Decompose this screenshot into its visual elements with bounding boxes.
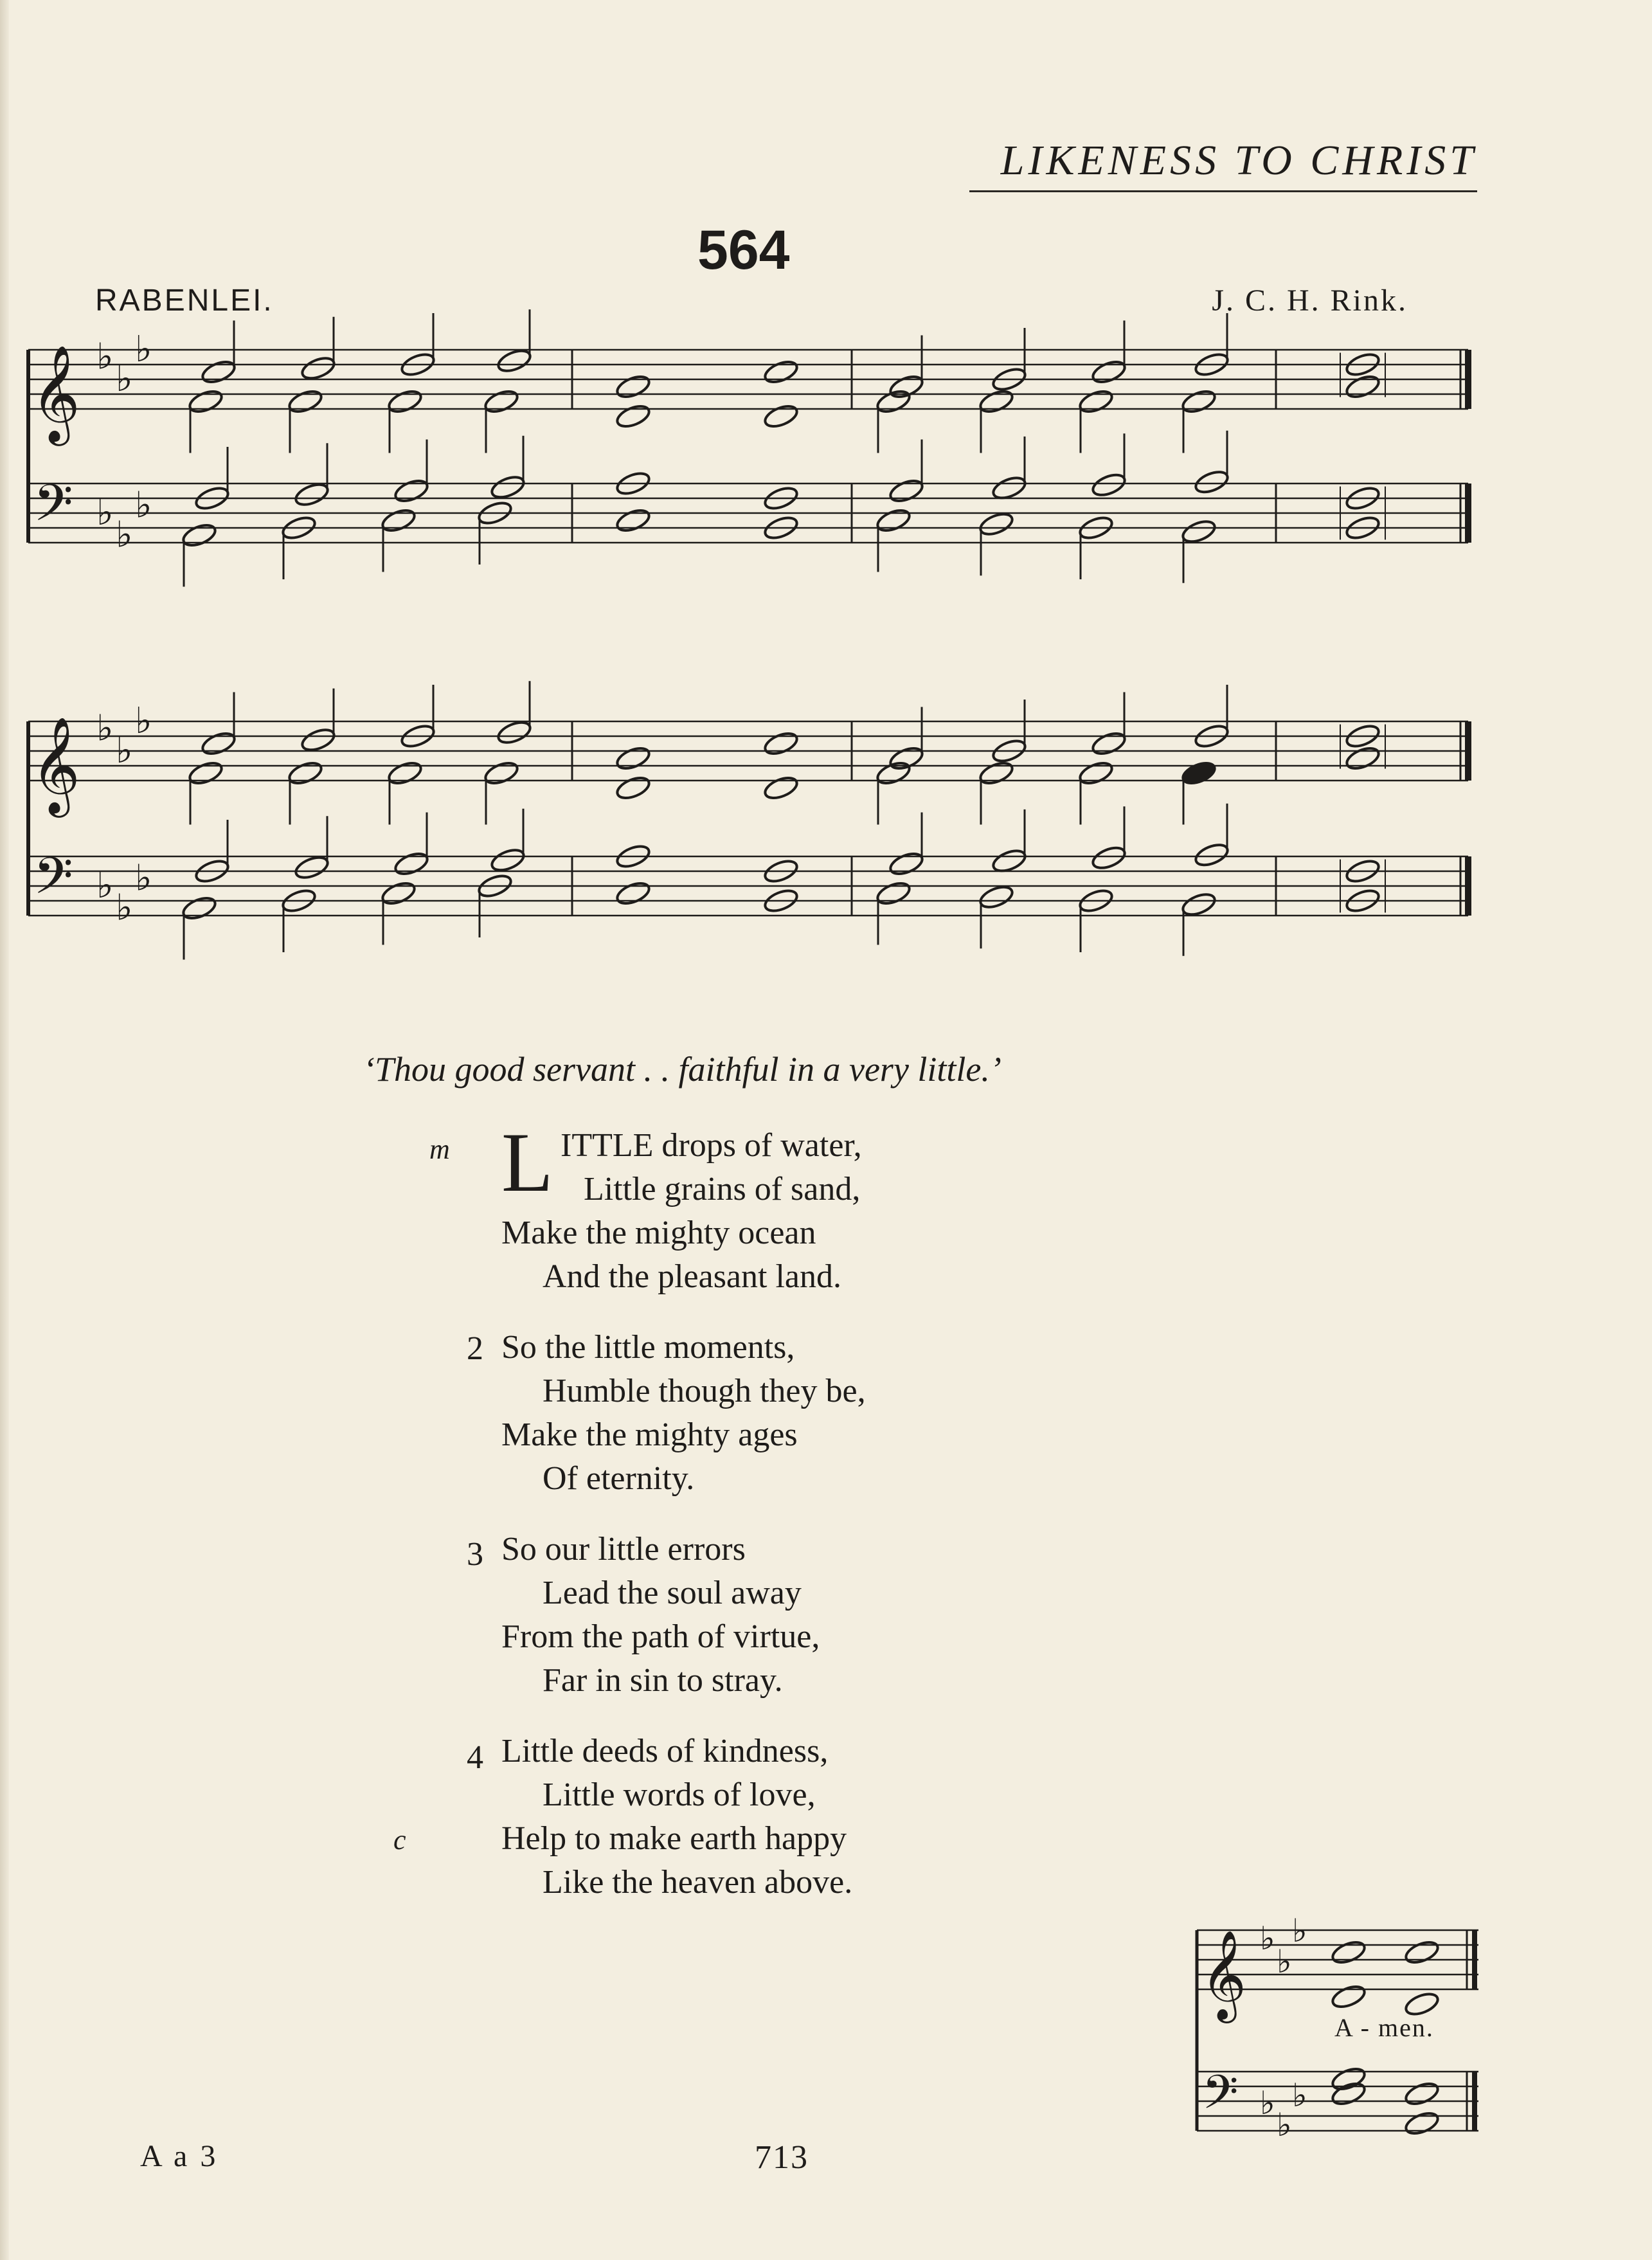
note-mark: [1090, 433, 1127, 499]
verse-line: Little deeds of kindness,: [501, 1733, 829, 1769]
note-mark: [875, 759, 912, 825]
note-mark: [888, 440, 925, 505]
note-mark: [380, 880, 417, 945]
drop-cap: L: [501, 1115, 553, 1209]
note-mark: [991, 437, 1028, 502]
note-mark: [1090, 321, 1127, 386]
flat-icon: ♭: [96, 492, 114, 534]
note-mark: [1180, 388, 1217, 453]
verse-line: Far in sin to stray.: [543, 1662, 783, 1699]
note-mark: [875, 880, 912, 945]
epigraph: ‘Thou good servant . . faithful in a very little.’: [363, 1050, 1001, 1089]
flat-icon: ♭: [96, 707, 114, 750]
note-mark: [1330, 2080, 1367, 2108]
staff: [28, 484, 1468, 543]
note-mark: [380, 507, 417, 572]
verse-line: ITTLE drops of water,: [561, 1127, 862, 1164]
note-mark: [489, 809, 526, 874]
note-mark: [1344, 745, 1381, 773]
verse-line: Lead the soul away: [543, 1575, 802, 1611]
flat-icon: ♭: [1277, 1943, 1292, 1980]
note-mark: [476, 499, 514, 565]
note-mark: [991, 700, 1028, 765]
flat-icon: ♭: [96, 336, 114, 378]
note-mark: [991, 328, 1028, 393]
note-mark: [1180, 759, 1217, 825]
note-mark: [287, 388, 324, 453]
note-mark: [393, 813, 430, 878]
composer-name: J. C. H. Rink.: [1212, 284, 1408, 318]
note-mark: [1403, 1939, 1441, 1967]
signature-mark: A a 3: [140, 2139, 219, 2173]
flat-icon: ♭: [116, 514, 133, 556]
flat-icon: ♭: [135, 484, 152, 527]
verse-line: Make the mighty ocean: [501, 1215, 816, 1251]
note-mark: [393, 440, 430, 505]
note-mark: [489, 436, 526, 502]
note-mark: [1330, 2065, 1367, 2093]
flat-icon: ♭: [1292, 1912, 1307, 1949]
treble-clef-icon: 𝄞: [1201, 1930, 1246, 2020]
note-mark: [181, 521, 218, 587]
verse-line: Little grains of sand,: [584, 1171, 861, 1207]
staff: [28, 350, 1468, 409]
note-mark: [386, 388, 424, 453]
note-mark: [181, 894, 218, 960]
verse-2: [501, 1326, 866, 1501]
verse-1: [501, 1124, 862, 1299]
verse-line: So the little moments,: [501, 1329, 795, 1366]
note-mark: [1193, 804, 1230, 869]
note-mark: [1193, 431, 1230, 496]
flat-icon: ♭: [1277, 2106, 1292, 2144]
note-mark: [1344, 373, 1381, 401]
verse-line: So our little errors: [501, 1531, 746, 1568]
note-mark: [615, 745, 652, 773]
page-number: 713: [755, 2139, 809, 2176]
dynamic-marking-c: c: [393, 1824, 406, 1856]
note-mark: [888, 813, 925, 878]
treble-clef-icon: 𝄞: [31, 344, 80, 442]
verse-line: Make the mighty ages: [501, 1416, 798, 1453]
hymn-number: 564: [697, 219, 790, 281]
note-mark: [200, 692, 237, 758]
note-mark: [1403, 2080, 1441, 2108]
note-mark: [1090, 692, 1127, 758]
flat-icon: ♭: [1260, 1920, 1275, 1957]
note-mark: [187, 388, 224, 453]
note-mark: [615, 507, 652, 535]
note-mark: [991, 809, 1028, 875]
note-mark: [762, 358, 800, 386]
note-mark: [875, 388, 912, 453]
note-mark: [1193, 313, 1230, 379]
note-mark: [399, 685, 436, 750]
verse-line: Like the heaven above.: [543, 1864, 853, 1901]
note-mark: [193, 447, 231, 512]
note-mark: [280, 887, 318, 952]
note-mark: [888, 707, 925, 773]
note-mark: [280, 514, 318, 579]
dynamic-marking-m: m: [429, 1134, 450, 1165]
note-mark: [1077, 388, 1115, 453]
note-mark: [193, 820, 231, 885]
note-mark: [978, 388, 1015, 453]
note-mark: [615, 373, 652, 401]
bass-clef-icon: 𝄢: [33, 846, 73, 918]
bass-clef-icon: 𝄢: [33, 473, 73, 545]
verse-number: 2: [467, 1330, 483, 1367]
note-mark: [483, 388, 520, 453]
verse-number: 4: [467, 1739, 483, 1776]
note-mark: [1077, 514, 1115, 579]
note-mark: [615, 880, 652, 908]
note-mark: [1193, 685, 1230, 750]
note-mark: [1077, 887, 1115, 952]
verse-4: [501, 1730, 852, 1904]
note-mark: [1330, 1939, 1367, 1967]
note-mark: [386, 759, 424, 825]
staff: [28, 721, 1468, 781]
note-mark: [1077, 759, 1115, 825]
tune-name: RABENLEI.: [95, 284, 274, 318]
flat-icon: ♭: [135, 329, 152, 370]
note-mark: [978, 759, 1015, 825]
treble-clef-icon: 𝄞: [31, 716, 80, 813]
verse-line: And the pleasant land.: [543, 1258, 841, 1295]
verse-number: 3: [467, 1536, 483, 1573]
amen-label: A - men.: [1334, 2013, 1434, 2042]
verse-line: From the path of virtue,: [501, 1618, 820, 1655]
note-mark: [399, 313, 436, 379]
note-mark: [888, 336, 925, 401]
note-mark: [875, 507, 912, 572]
note-mark: [1330, 1983, 1367, 2011]
flat-icon: ♭: [1292, 2077, 1307, 2114]
flat-icon: ♭: [135, 857, 152, 899]
verse-3: [501, 1528, 820, 1703]
bass-clef-icon: 𝄢: [1202, 2065, 1239, 2131]
verse-line: Little words of love,: [543, 1776, 816, 1813]
note-mark: [187, 759, 224, 825]
section-title: LIKENESS TO CHRIST: [1000, 137, 1477, 184]
flat-icon: ♭: [116, 358, 133, 400]
note-mark: [1090, 806, 1127, 872]
note-mark: [200, 321, 237, 386]
flat-icon: ♭: [135, 700, 152, 742]
staff: [28, 856, 1468, 916]
verse-line: Of eternity.: [543, 1460, 695, 1497]
note-mark: [762, 402, 800, 431]
score-systems: [28, 309, 1468, 959]
flat-icon: ♭: [1260, 2084, 1275, 2122]
note-mark: [476, 872, 514, 937]
note-mark: [287, 759, 324, 825]
note-mark: [762, 730, 800, 758]
verse-line: Humble though they be,: [543, 1373, 866, 1409]
note-mark: [483, 759, 520, 825]
verse-line: Help to make earth happy: [501, 1820, 847, 1857]
flat-icon: ♭: [116, 887, 133, 929]
note-mark: [762, 774, 800, 802]
note-mark: [615, 402, 652, 431]
note-mark: [615, 774, 652, 802]
flat-icon: ♭: [96, 865, 114, 907]
note-mark: [1403, 2110, 1441, 2138]
flat-icon: ♭: [116, 730, 133, 772]
